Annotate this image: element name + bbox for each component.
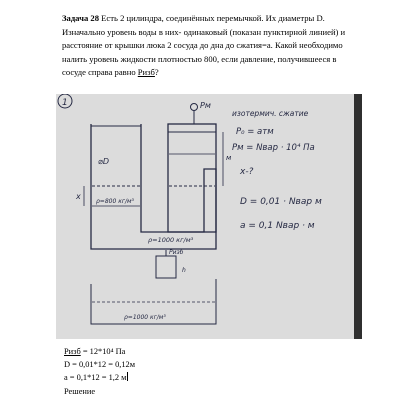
solution-block [64,345,324,398]
solution-p-value: = 12*10⁴ Па [80,347,126,356]
label-rho-1000: ρ=1000 кг/м³ [148,236,194,244]
label-rho-800: ρ=800 кг/м³ [96,198,134,205]
solution-p-symbol: Ризб [64,347,81,356]
circle-number: 1 [62,98,68,108]
label-pm: Рм [200,101,211,110]
solution-line-d: D = 0,01*12 = 0,12м [64,360,136,370]
pressure-gauge-icon [191,104,198,111]
label-h-small: h [182,267,186,274]
label-rho-1000-small: ρ=1000 кг/м³ [124,314,166,321]
label-p-izb-small: Ризб [169,249,184,256]
p-izb-symbol: Ризб [137,67,155,78]
solution-heading: Решение [64,386,96,396]
solution-line-a: a = 0,1*12 = 1,2 м [64,373,127,383]
solution-line-p [64,345,324,358]
text-cursor [127,372,128,381]
label-x: x [76,192,81,201]
note-x: x-? [240,167,254,177]
photo-dark-edge [354,94,362,339]
note-isothermal: изотермич. сжатие [232,109,309,118]
sketch-drawing [56,94,362,339]
small-sketch-right-vessel [156,256,176,278]
handwritten-sketch-photo [56,94,362,339]
problem-text-part1: Есть 2 цилиндра, соединённых перемычкой. Их диаметры D. Изначально уровень воды в них- одинаковый (показан пунктирной линией) и расстояние от крышки люка 2 сосуда до дна до сжатия=а. Какой необходимо налить уровень жидкости плотностью 800, если давление, получившееся в сосуде справа равно [62,13,346,78]
right-cylinder-outline [168,124,216,232]
note-p0: Р₀ = атм [236,127,274,137]
label-diameter: ⌀D [98,157,109,166]
note-pm: Рм = Nвар · 10⁴ Па [232,143,315,153]
problem-number: Задача 28 [62,13,100,23]
problem-statement [62,12,362,80]
problem-text-part2: ? [154,67,159,78]
note-d: D = 0,01 · Nвар м [240,197,322,207]
label-m: м [226,154,232,162]
note-a: a = 0,1 Nвар · м [240,221,315,231]
